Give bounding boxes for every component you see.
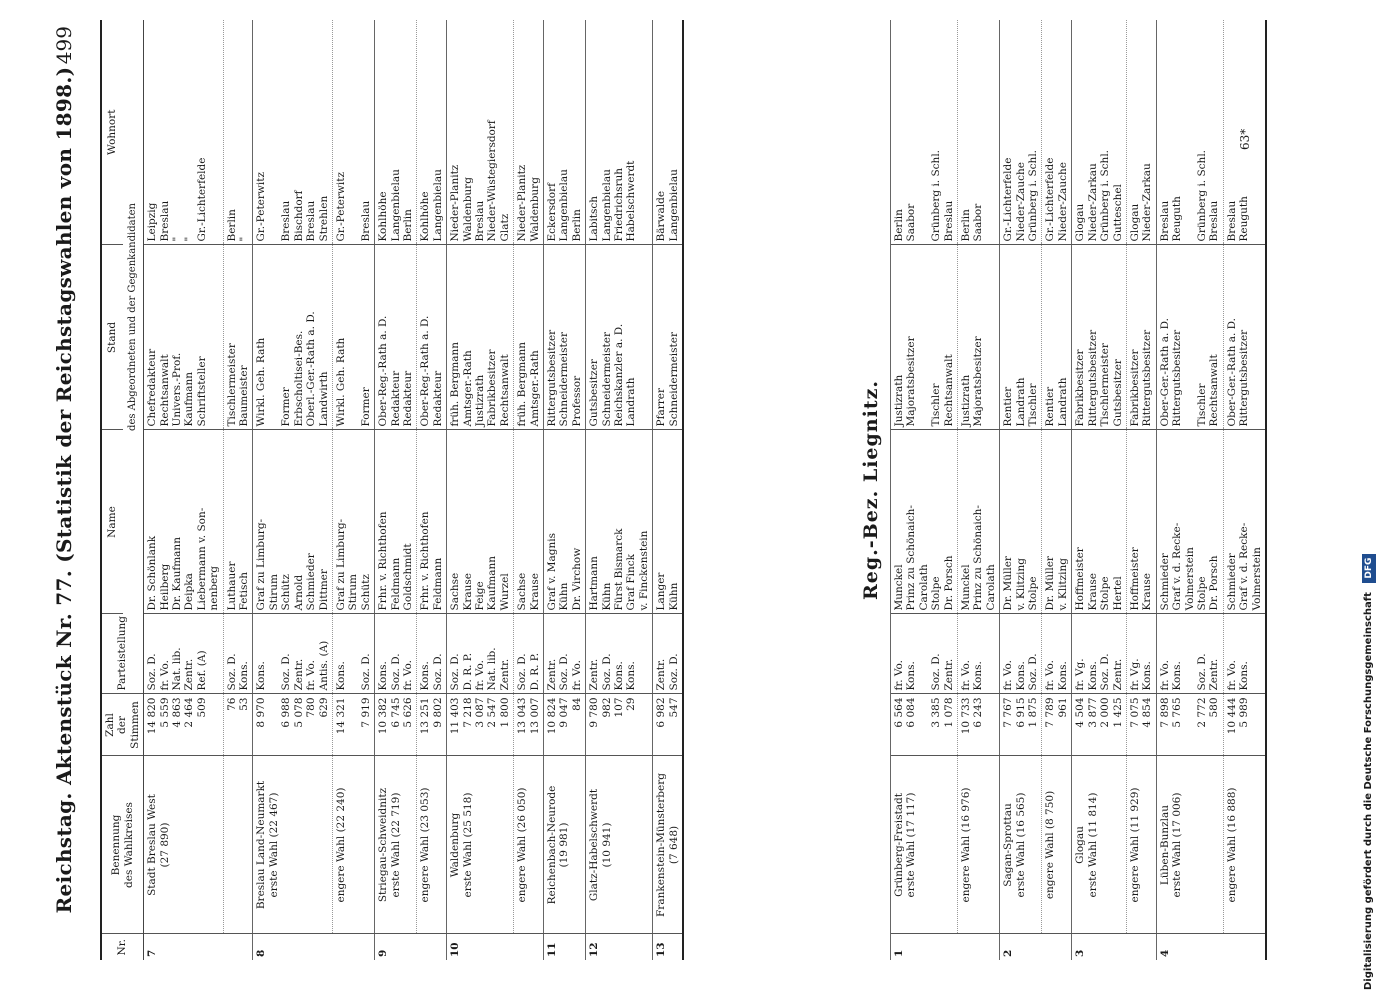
occupation: Wirkl. Geh. Rath Former Erbscholtisei-Bes. Oberl.-Ger.-Rath a. D. Landwirth <box>253 245 332 430</box>
district-number: 8 <box>253 934 332 960</box>
district-name: engere Wahl (22 240) <box>332 756 374 934</box>
vote-count: 10 444 5 989 <box>1223 694 1266 756</box>
vote-count: 7 898 5 765 2 772 580 <box>1156 694 1223 756</box>
occupation: Ober-Reg.-Rath a. D. Redakteur Redakteur <box>375 245 417 430</box>
district-name: Breslau Land-Neumarkt erste Wahl (22 467) <box>253 756 332 934</box>
district-name: engere Wahl (23 053) <box>417 756 447 934</box>
district-number <box>514 934 544 960</box>
col-header-stimmen: Zahl der Stimmen <box>101 694 144 756</box>
party: Soz. D. fr. Vo. Nat. lib. Zentr. Ref. (A) <box>144 614 223 694</box>
district-name: Striegau-Schweidnitz erste Wahl (22 719) <box>375 756 417 934</box>
table-row <box>1126 20 1156 960</box>
district-number: 9 <box>375 934 417 960</box>
party: Zentr. Soz. D. fr. Vo. <box>544 614 586 694</box>
vote-count: 10 733 6 243 <box>958 694 1000 756</box>
table-body-liegnitz <box>891 20 1266 960</box>
table-row <box>375 20 417 960</box>
col-header-wohnort: Wohnort <box>101 20 123 245</box>
district-name: Glatz-Habelschwerdt (10 941) <box>586 756 653 934</box>
district-name: Lüben-Bunzlau erste Wahl (17 006) <box>1156 756 1223 934</box>
district-number <box>332 934 374 960</box>
footer-mark: 63* <box>1238 128 1252 150</box>
table-row <box>1072 20 1127 960</box>
occupation: Rittergutsbesitzer Schneidermeister Professor <box>544 245 586 430</box>
candidate-name: Langer Kühn <box>653 430 683 614</box>
occupation: Chefredakteur Rechtsanwalt Univers.-Prof. Kaufmann Schriftsteller <box>144 245 223 430</box>
vote-count: 7 789 961 <box>1042 694 1072 756</box>
residence: Nieder-Planitz Waldenburg <box>514 20 544 245</box>
table-row <box>1042 20 1072 960</box>
occupation: Fabrikbesitzer Rittergutsbesitzer <box>1126 245 1156 430</box>
residence: Labitsch Langenbielau Friedrichsruh Habelschwerdt <box>586 20 653 245</box>
candidate-name: Frhr. v. Richthofen Feldmann <box>417 430 447 614</box>
page-header <box>52 20 96 960</box>
col-header-wahlkreis: Benennung des Wahlkreises <box>101 756 144 934</box>
table-row <box>223 20 253 960</box>
vote-count: 10 824 9 047 84 <box>544 694 586 756</box>
candidate-name: Dr. Schönlank Heilberg Dr. Kaufmann Deipka Liebermann v. Son- nenberg <box>144 430 223 614</box>
residence: Berlin " <box>223 20 253 245</box>
col-subheader: des Abgeordneten und der Gegenkandidaten <box>123 20 144 614</box>
residence: Berlin Saabor Grünberg i. Schl. Breslau <box>891 20 958 245</box>
col-header-name: Name <box>101 430 123 614</box>
district-number: 1 <box>891 934 958 960</box>
vote-count: 4 504 3 877 2 000 1 425 <box>1072 694 1127 756</box>
table-body-breslau <box>144 20 683 960</box>
party: Soz. D. D. R. P. <box>514 614 544 694</box>
district-number <box>1042 934 1072 960</box>
candidate-name: Frhr. v. Richthofen Feldmann Goldschmidt <box>375 430 417 614</box>
party: Kons. Soz. D. <box>332 614 374 694</box>
residence: Kohlhöhe Langenbielau Berlin <box>375 20 417 245</box>
residence: Glogau Nieder-Zarkau <box>1126 20 1156 245</box>
residence: Berlin Saabor <box>958 20 1000 245</box>
district-name <box>223 756 253 934</box>
occupation: Rentier Landrath <box>1042 245 1072 430</box>
table-row <box>958 20 1000 960</box>
occupation: Ober-Ger.-Rath a. D. Rittergutsbesitzer Tischler Rechtsanwalt <box>1156 245 1223 430</box>
district-name: engere Wahl (16 976) <box>958 756 1000 934</box>
candidate-name: Dr. Müller v. Klitzing <box>1042 430 1072 614</box>
candidate-name: Hartmann Kühn Fürst Bismarck Graf Finck v. Finckenstein <box>586 430 653 614</box>
district-number <box>1223 934 1266 960</box>
party: Kons. Soz. D. <box>417 614 447 694</box>
candidate-name: Sachse Krause <box>514 430 544 614</box>
vote-count: 7 767 6 915 1 875 <box>1000 694 1042 756</box>
digitization-sidebar <box>1358 10 1380 990</box>
district-number <box>417 934 447 960</box>
table-row <box>1000 20 1042 960</box>
district-name: Glogau erste Wahl (11 814) <box>1072 756 1127 934</box>
candidate-name: Luthauer Fetisch <box>223 430 253 614</box>
district-name: Grünberg-Freistadt erste Wahl (17 117) <box>891 756 958 934</box>
table-row <box>653 20 683 960</box>
table-row <box>144 20 223 960</box>
occupation: Ober-Reg.-Rath a. D. Redakteur <box>417 245 447 430</box>
vote-count: 76 53 <box>223 694 253 756</box>
party: Soz. D. Kons. <box>223 614 253 694</box>
district-name: Waldenburg erste Wahl (25 518) <box>447 756 514 934</box>
residence: Breslau Reuguth Grünberg i. Schl. Breslau <box>1156 20 1223 245</box>
col-header-stand: Stand <box>101 245 123 430</box>
election-table-breslau <box>100 20 684 960</box>
table-row <box>1223 20 1266 960</box>
residence: Eckersdorf Langenbielau Berlin <box>544 20 586 245</box>
party: fr. Vo. Kons. Soz. D. Zentr. <box>1156 614 1223 694</box>
occupation: Pfarrer Schneidermeister <box>653 245 683 430</box>
vote-count: 13 043 13 007 <box>514 694 544 756</box>
document-page <box>40 20 1280 960</box>
table-row <box>891 20 958 960</box>
residence: Kohlhöhe Langenbielau <box>417 20 447 245</box>
occupation: Fabrikbesitzer Rittergutsbesitzer Tischlermeister Gutsbesitzer <box>1072 245 1127 430</box>
party: Kons. Soz. D. fr. Vo. <box>375 614 417 694</box>
candidate-name: Hoffmeister Krause <box>1126 430 1156 614</box>
table-row <box>332 20 374 960</box>
district-number: 10 <box>447 934 514 960</box>
party: fr. Vo. Kons. <box>1042 614 1072 694</box>
party: fr. Vo. Kons. <box>958 614 1000 694</box>
district-name: Frankenstein-Münsterberg (7 648) <box>653 756 683 934</box>
residence: Leipzig Breslau " " Gr.-Lichterfelde <box>144 20 223 245</box>
page-title: Reichstag. Aktenstück Nr. 77. (Statistik der Reichstagswahlen von 1898.) <box>52 66 76 914</box>
district-number: 7 <box>144 934 223 960</box>
occupation: Gutsbesitzer Schneidermeister Reichskanzler a. D. Landrath <box>586 245 653 430</box>
table-row <box>447 20 514 960</box>
candidate-name: Graf zu Limburg- Stirum Schütz <box>332 430 374 614</box>
district-number <box>958 934 1000 960</box>
party: Kons. Soz. D. Zentr. fr. Vo. Antis. (A) <box>253 614 332 694</box>
party: Zentr. Soz. D. Kons. Kons. <box>586 614 653 694</box>
district-number <box>1126 934 1156 960</box>
district-number: 2 <box>1000 934 1042 960</box>
district-number: 12 <box>586 934 653 960</box>
party: fr. Vg. Kons. <box>1126 614 1156 694</box>
residence: Gr.-Peterwitz Breslau <box>332 20 374 245</box>
occupation: früh. Bergmann Amtsger.-Rath Justizrath Fabrikbesitzer Rechtsanwalt <box>447 245 514 430</box>
col-header-partei: Parteistellung <box>101 614 144 694</box>
district-number: 13 <box>653 934 683 960</box>
district-number: 11 <box>544 934 586 960</box>
vote-count: 11 403 7 218 3 087 2 547 1 800 <box>447 694 514 756</box>
district-name: engere Wahl (26 050) <box>514 756 544 934</box>
vote-count: 14 820 5 559 4 863 2 464 509 <box>144 694 223 756</box>
occupation: Justizrath Majoratsbesitzer <box>958 245 1000 430</box>
party: fr. Vg. Kons. Soz. D. Zentr. <box>1072 614 1127 694</box>
district-number: 3 <box>1072 934 1127 960</box>
occupation: Rentier Landrath Tischler <box>1000 245 1042 430</box>
district-name: Reichenbach-Neurode (19 981) <box>544 756 586 934</box>
candidate-name: Hoffmeister Krause Stolpe Hertel <box>1072 430 1127 614</box>
candidate-name: Graf zu Limburg- Stirum Schütz Arnold Schmieder Dittmer <box>253 430 332 614</box>
candidate-name: Dr. Müller v. Klitzing Stolpe <box>1000 430 1042 614</box>
occupation: Justizrath Majoratsbesitzer Tischler Rechtsanwalt <box>891 245 958 430</box>
district-name: engere Wahl (8 750) <box>1042 756 1072 934</box>
occupation: früh. Bergmann Amtsger.-Rath <box>514 245 544 430</box>
residence: Gr.-Peterwitz Breslau Bischdorf Breslau Strehlen <box>253 20 332 245</box>
election-table-liegnitz <box>890 20 1267 960</box>
page-number: 499 <box>52 26 76 65</box>
district-name: Stadt Breslau West (27 890) <box>144 756 223 934</box>
candidate-name: Schmieder Graf v. d. Recke- Volmerstein <box>1223 430 1266 614</box>
dfg-logo: DFG <box>1362 554 1376 583</box>
party: fr. Vo. Kons. <box>1223 614 1266 694</box>
occupation: Wirkl. Geh. Rath Former <box>332 245 374 430</box>
vote-count: 6 982 547 <box>653 694 683 756</box>
vote-count: 14 321 7 919 <box>332 694 374 756</box>
candidate-name: Munckel Prinz zu Schönaich- Carolath Stolpe Dr. Porsch <box>891 430 958 614</box>
vote-count: 13 251 9 802 <box>417 694 447 756</box>
candidate-name: Schmieder Graf v. d. Recke- Volmerstein Stolpe Dr. Porsch <box>1156 430 1223 614</box>
candidate-name: Munckel Prinz zu Schönaich- Carolath <box>958 430 1000 614</box>
vote-count: 6 564 6 084 3 385 1 078 <box>891 694 958 756</box>
vote-count: 8 970 6 988 5 078 780 629 <box>253 694 332 756</box>
table-row <box>544 20 586 960</box>
residence: Gr.-Lichterfelde Nieder-Zauche <box>1042 20 1072 245</box>
col-header-nr: Nr. <box>101 934 144 960</box>
table-row <box>417 20 447 960</box>
section-title: Reg.-Bez. Liegnitz. <box>860 380 882 600</box>
party: Zentr. Soz. D. <box>653 614 683 694</box>
candidate-name: Sachse Krause Feige Kaufmann Wurzel <box>447 430 514 614</box>
district-name: engere Wahl (11 929) <box>1126 756 1156 934</box>
district-name: engere Wahl (16 888) <box>1223 756 1266 934</box>
table-row <box>253 20 332 960</box>
party: fr. Vo. Kons. Soz. D. Zentr. <box>891 614 958 694</box>
party: fr. Vo. Kons. Soz. D. <box>1000 614 1042 694</box>
vote-count: 9 780 982 107 29 <box>586 694 653 756</box>
residence: Bärwalde Langenbielau <box>653 20 683 245</box>
table-row <box>586 20 653 960</box>
district-number: 4 <box>1156 934 1223 960</box>
residence: Breslau Reuguth <box>1223 20 1266 245</box>
residence: Glogau Nieder-Zarkau Grünberg i. Schl. Gutteschel <box>1072 20 1127 245</box>
table-row <box>1156 20 1223 960</box>
occupation: Tischlermeister Baumeister <box>223 245 253 430</box>
vote-count: 10 382 6 745 5 626 <box>375 694 417 756</box>
residence: Nieder-Planitz Waldenburg Breslau Nieder-Wüstegiersdorf Glatz <box>447 20 514 245</box>
vote-count: 7 075 4 854 <box>1126 694 1156 756</box>
occupation: Ober-Ger.-Rath a. D. Rittergutsbesitzer <box>1223 245 1266 430</box>
sidebar-credit-text: Digitalisierung gefördert durch die Deutsche Forschungsgemeinschaft <box>1363 592 1374 990</box>
district-number <box>223 934 253 960</box>
table-row <box>514 20 544 960</box>
party: Soz. D. D. R. P. fr. Vo. Nat. lib. Zentr. <box>447 614 514 694</box>
district-name: Sagan-Sprottau erste Wahl (16 565) <box>1000 756 1042 934</box>
residence: Gr.-Lichterfelde Nieder-Zauche Grünberg i. Schl. <box>1000 20 1042 245</box>
candidate-name: Graf v. Magnis Kühn Dr. Virchow <box>544 430 586 614</box>
